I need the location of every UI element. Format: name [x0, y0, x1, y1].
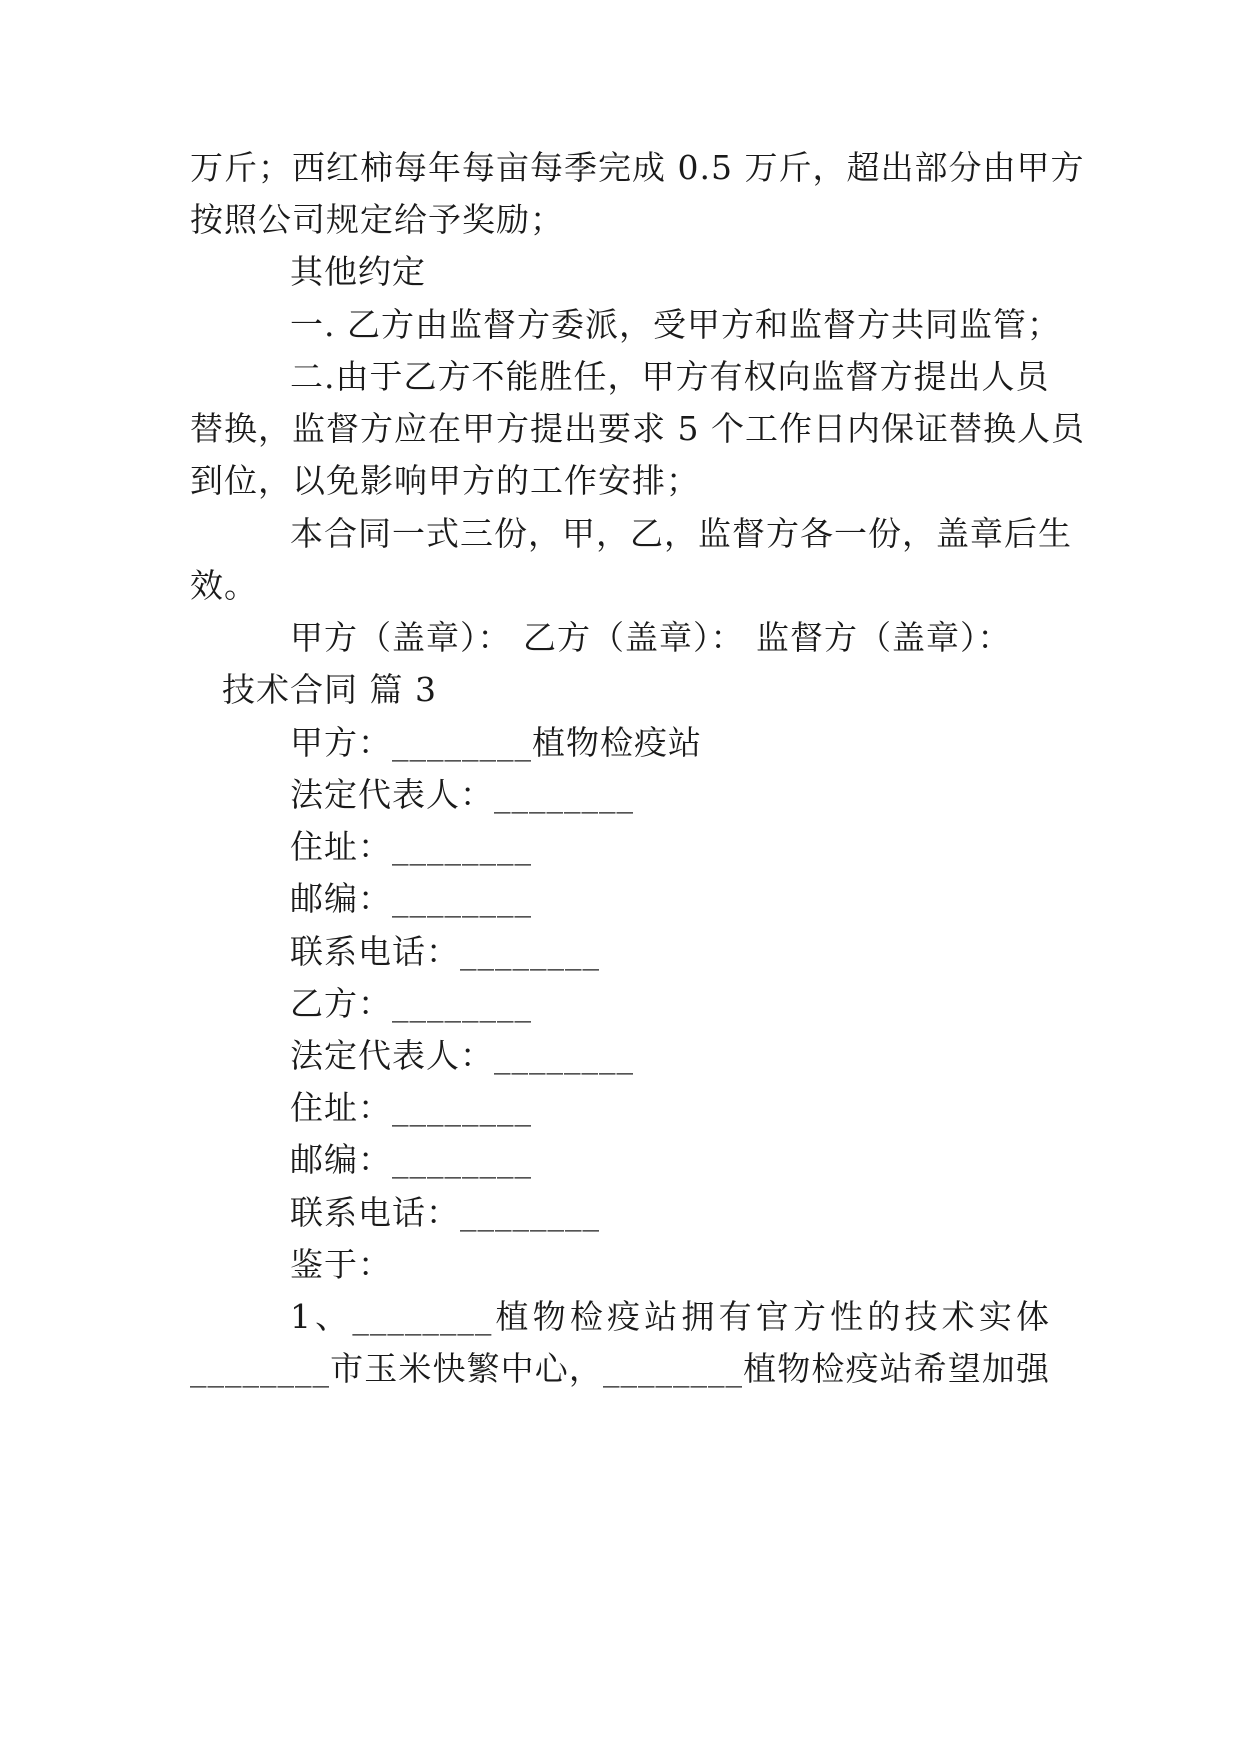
paragraph-line: 按照公司规定给予奖励； — [190, 200, 564, 239]
clause-line: 二.由于乙方不能胜任，甲方有权向监督方提出人员 — [290, 357, 1050, 396]
clause-line: 到位，以免影响甲方的工作安排； — [190, 461, 700, 500]
clause-line: 替换，监督方应在甲方提出要求 5 个工作日内保证替换人员 — [190, 409, 1085, 448]
party-a-field: 甲方：________植物检疫站 — [290, 723, 702, 762]
whereas-item-line: ________市玉米快繁中心，________植物检疫站希望加强 — [190, 1349, 1050, 1388]
clause-line: 一. 乙方由监督方委派，受甲方和监督方共同监管； — [290, 305, 1061, 344]
whereas-label: 鉴于： — [290, 1245, 392, 1284]
party-b-phone-field: 联系电话：________ — [290, 1193, 600, 1232]
section-heading: 技术合同 篇 3 — [222, 670, 437, 709]
paragraph-line: 本合同一式三份，甲，乙，监督方各一份，盖章后生 — [290, 514, 1072, 553]
party-b-field: 乙方：________ — [290, 984, 532, 1023]
whereas-item-line: 1、________植物检疫站拥有官方性的技术实体 — [290, 1297, 1050, 1336]
party-a-representative-field: 法定代表人：________ — [290, 775, 634, 814]
party-a-postcode-field: 邮编：________ — [290, 879, 532, 918]
paragraph-line: 效。 — [190, 566, 258, 605]
signature-line: 甲方（盖章）： 乙方（盖章）： 监督方（盖章）： — [290, 618, 1012, 657]
party-a-phone-field: 联系电话：________ — [290, 932, 600, 971]
section-label: 其他约定 — [290, 252, 426, 291]
party-b-representative-field: 法定代表人：________ — [290, 1036, 634, 1075]
paragraph-line: 万斤；西红柿每年每亩每季完成 0.5 万斤，超出部分由甲方 — [190, 148, 1085, 187]
party-b-address-field: 住址：________ — [290, 1088, 532, 1127]
party-b-postcode-field: 邮编：________ — [290, 1140, 532, 1179]
party-a-address-field: 住址：________ — [290, 827, 532, 866]
